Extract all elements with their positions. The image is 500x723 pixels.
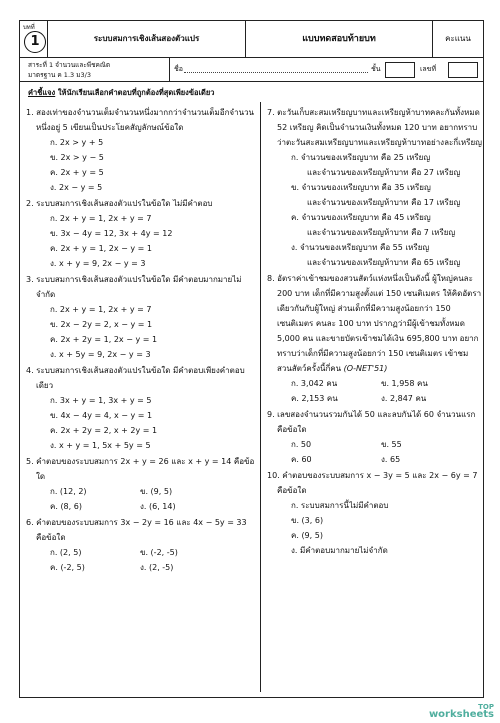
choice-a[interactable]: ก. จำนวนของเหรียญบาท คือ 25 เหรียญ [291, 153, 431, 162]
choice-d-continued: และจำนวนของเหรียญห้าบาท คือ 65 เหรียญ [307, 258, 461, 267]
choice-row [267, 376, 482, 391]
choice-c[interactable]: ค. 2,153 คน [291, 394, 338, 403]
choice-b[interactable]: ข. 1,958 คน [381, 379, 428, 388]
lesson-label: บทที่ [23, 24, 35, 31]
question-text: 6. คำตอบของระบบสมการ 3x − 2y = 16 และ 4x − 5y = 33 คือข้อใด [26, 518, 247, 542]
choice-a[interactable]: ก. (2, 5) [50, 548, 82, 557]
strand-info [20, 58, 170, 82]
choice-b[interactable]: ข. 2x − 2y = 2, x − y = 1 [50, 320, 153, 329]
brand-top: TOP [478, 703, 494, 711]
question-8 [267, 271, 482, 406]
choice-b[interactable]: ข. จำนวนของเหรียญบาท คือ 35 เหรียญ [291, 183, 431, 192]
choice-c[interactable]: ค. (-2, 5) [50, 563, 85, 572]
question-text: 5. คำตอบของระบบสมการ 2x + y = 26 และ x + y = 14 คือข้อใด [26, 457, 255, 481]
question-5 [26, 454, 258, 514]
choice-row [26, 484, 258, 499]
choice-a[interactable]: ก. (12, 2) [50, 487, 87, 496]
score-label: คะแนน [445, 34, 471, 43]
question-text: 3. ระบบสมการเชิงเส้นสองตัวแปรในข้อใด มีคำตอบมากมายไม่จำกัด [26, 275, 242, 299]
number-field[interactable] [448, 62, 478, 78]
worksheet-sheet [19, 20, 484, 698]
choice-b[interactable]: ข. 3x − 4y = 12, 3x + 4y = 12 [50, 229, 173, 238]
test-title: แบบทดสอบท้ายบท [246, 21, 433, 57]
question-3 [26, 272, 258, 362]
choice-row [267, 437, 482, 452]
student-info-row [20, 57, 483, 82]
choice-row [267, 391, 482, 406]
choice-row [267, 452, 482, 467]
choice-c[interactable]: ค. (9, 5) [291, 531, 323, 540]
choice-d[interactable]: ง. 65 [381, 455, 401, 464]
choice-c[interactable]: ค. 2x + y = 1, 2x − y = 1 [50, 244, 152, 253]
choice-a[interactable]: ก. 3,042 คน [291, 379, 338, 388]
instruction-text: ให้นักเรียนเลือกคำตอบที่ถูกต้องที่สุดเพียงข้อเดียว [57, 88, 215, 97]
name-label: ชื่อ [174, 65, 183, 73]
strand-line-1: สาระที่ 1 จำนวนและพีชคณิต [28, 61, 111, 69]
worksheet-header [20, 21, 483, 82]
choice-c-continued: และจำนวนของเหรียญห้าบาท คือ 7 เหรียญ [307, 228, 456, 237]
question-text [267, 271, 482, 376]
choice-c[interactable]: ค. 60 [291, 455, 312, 464]
choice-a[interactable]: ก. 2x + y = 1, 2x + y = 7 [50, 214, 152, 223]
instruction [28, 87, 215, 99]
question-text: 9. เลขสองจำนวนรวมกันได้ 50 และลบกันได้ 60 จำนวนแรกคือข้อใด [267, 410, 476, 434]
left-column [26, 105, 258, 576]
class-field[interactable] [385, 62, 415, 78]
choice-b[interactable]: ข. (9, 5) [140, 487, 173, 496]
choice-row [26, 560, 258, 575]
class-label: ชั้น [371, 65, 381, 73]
source-tag: (O-NET'51) [343, 364, 388, 373]
strand-line-2: มาตรฐาน ค 1.3 ม3/3 [28, 71, 91, 79]
question-body: 8. อัตราค่าเข้าชมของสวนสัตว์แห่งหนึ่งเป็นดังนี้ ผู้ใหญ่คนละ 200 บาท เด็กที่มีความสูงตั้งแต่ 150 เซนติเมตร ให้คิดอัตราเดียวกันกับผู้ใหญ่ ส่วนเด็กที่มีความสูงน้อยกว่า 150 เซนติเมตร คนละ 100 บาท ปรากฏว่ามีผู้เข้าชมทั้งหมด 5,000 คน และขายบัตรเข้าชมได้เงิน 695,800 บาท อยากทราบว่าเด็กที่มีความสูงน้อยกว่า 150 เซนติเมตร เข้าชมสวนสัตว์ครั้งนี้กี่คน [267, 274, 482, 373]
choice-d[interactable]: ง. 2x − y = 5 [50, 183, 103, 192]
choice-b[interactable]: ข. 2x > y − 5 [50, 153, 104, 162]
choice-b[interactable]: ข. 4x − 4y = 4, x − y = 1 [50, 411, 153, 420]
question-text: 2. ระบบสมการเชิงเส้นสองตัวแปรในข้อใด ไม่มีคำตอบ [26, 199, 213, 208]
choice-a[interactable]: ก. 3x + y = 1, 3x + y = 5 [50, 396, 152, 405]
question-1 [26, 105, 258, 195]
question-7 [267, 105, 482, 270]
choice-a[interactable]: ก. 50 [291, 440, 312, 449]
choice-b[interactable]: ข. (-2, -5) [140, 548, 178, 557]
lesson-title: ระบบสมการเชิงเส้นสองตัวแปร [48, 21, 246, 57]
choice-a[interactable]: ก. 2x + y = 1, 2x + y = 7 [50, 305, 152, 314]
choice-a-continued: และจำนวนของเหรียญห้าบาท คือ 27 เหรียญ [307, 168, 461, 177]
question-4 [26, 363, 258, 453]
brand-word: worksheets [428, 709, 494, 720]
choice-c[interactable]: ค. จำนวนของเหรียญบาท คือ 45 เหรียญ [291, 213, 431, 222]
right-column [267, 105, 482, 559]
instruction-label: คำชี้แจง [28, 88, 56, 97]
lesson-number-badge: 1 [24, 31, 46, 53]
question-text: 4. ระบบสมการเชิงเส้นสองตัวแปรในข้อใด มีคำตอบเพียงคำตอบเดียว [26, 366, 245, 390]
choice-d[interactable]: ง. (2, -5) [140, 563, 174, 572]
question-10 [267, 468, 482, 558]
choice-row [26, 499, 258, 514]
choice-d[interactable]: ง. จำนวนของเหรียญบาท คือ 55 เหรียญ [291, 243, 430, 252]
choice-c[interactable]: ค. 2x + 2y = 2, x + 2y = 1 [50, 426, 158, 435]
choice-d[interactable]: ง. x + y = 1, 5x + 5y = 5 [50, 441, 151, 450]
choice-c[interactable]: ค. (8, 6) [50, 502, 82, 511]
choice-d[interactable]: ง. x + 5y = 9, 2x − y = 3 [50, 350, 151, 359]
brand-logo[interactable] [429, 703, 494, 719]
question-9 [267, 407, 482, 467]
choice-a[interactable]: ก. 2x > y + 5 [50, 138, 104, 147]
choice-d[interactable]: ง. มีคำตอบมากมายไม่จำกัด [291, 546, 388, 555]
question-text: 10. คำตอบของระบบสมการ x − 3y = 5 และ 2x − 6y = 7 คือข้อใด [267, 471, 478, 495]
choice-d[interactable]: ง. x + y = 9, 2x − y = 3 [50, 259, 146, 268]
lesson-number-cell [20, 21, 48, 57]
choice-a[interactable]: ก. ระบบสมการนี้ไม่มีคำตอบ [291, 501, 389, 510]
name-field[interactable] [184, 72, 368, 73]
choice-b-continued: และจำนวนของเหรียญห้าบาท คือ 17 เหรียญ [307, 198, 461, 207]
question-6 [26, 515, 258, 575]
choice-b[interactable]: ข. 55 [381, 440, 402, 449]
question-2 [26, 196, 258, 271]
choice-b[interactable]: ข. (3, 6) [291, 516, 324, 525]
choice-d[interactable]: ง. (6, 14) [140, 502, 176, 511]
question-text: 7. ตะวันเก็บสะสมเหรียญบาทและเหรียญห้าบาทคละกันทั้งหมด 52 เหรียญ คิดเป็นจำนวนเงินทั้งหมด 120 บาท อยากทราบว่าตะวันสะสมเหรียญบาทและเหรียญห้าบาทอย่างละกี่เหรียญ [267, 108, 482, 147]
choice-row [26, 545, 258, 560]
number-label: เลขที่ [420, 65, 437, 73]
question-text: 1. สองเท่าของจำนวนเต็มจำนวนหนึ่งมากกว่าจำนวนเต็มอีกจำนวนหนึ่งอยู่ 5 เขียนเป็นประโยคสัญลักษณ์ข้อใด [26, 108, 255, 132]
choice-c[interactable]: ค. 2x + y = 5 [50, 168, 104, 177]
choice-d[interactable]: ง. 2,847 คน [381, 394, 427, 403]
column-divider [260, 102, 261, 692]
choice-c[interactable]: ค. 2x + 2y = 1, 2x − y = 1 [50, 335, 158, 344]
